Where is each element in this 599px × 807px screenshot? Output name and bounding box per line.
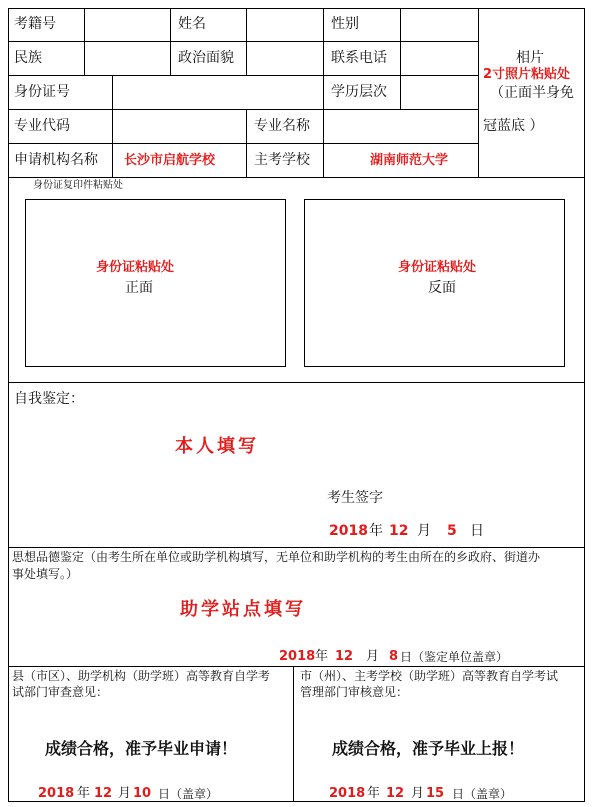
rule [478, 8, 479, 178]
rule [8, 143, 478, 144]
self-eval-day-unit: 日 [470, 523, 484, 539]
id-number-label: 身份证号 [14, 84, 70, 100]
applicant-institution-label: 申请机构名称 [14, 152, 98, 168]
rule [8, 666, 585, 667]
phone-label: 联系电话 [331, 50, 387, 66]
photo-requirement-2: 冠蓝底 ） [483, 118, 544, 134]
city-review-label: 市（州）、主考学校（助学班）高等教育自学考试 [300, 669, 559, 683]
id-front-paste-area [25, 199, 286, 367]
city-review-year-unit: 年 [367, 786, 381, 801]
self-eval-month: 12 [389, 523, 409, 539]
rule [323, 109, 324, 178]
political-label: 政治面貌 [178, 50, 234, 66]
self-evaluation-fill-note: 本人填写 [175, 436, 259, 457]
city-review-month: 12 [386, 786, 405, 801]
moral-evaluation-fill-note: 助学站点填写 [180, 599, 306, 620]
county-review-year-unit: 年 [77, 786, 91, 801]
city-review-day: 15 [426, 786, 445, 801]
rule [8, 177, 585, 178]
self-evaluation-label: 自我鉴定： [14, 391, 84, 407]
rule [8, 382, 585, 383]
city-review-year: 2018 [329, 786, 366, 801]
moral-eval-day: 8 [389, 649, 399, 664]
city-review-month-unit: 月 [411, 786, 425, 801]
id-front-label: 正面 [125, 280, 153, 296]
self-eval-year-unit: 年 [369, 523, 383, 539]
rule [246, 109, 247, 178]
name-label: 姓名 [178, 16, 206, 32]
county-review-day-unit: 日（盖章） [158, 787, 219, 801]
city-review-day-unit: 日（盖章） [452, 787, 513, 801]
moral-eval-month: 12 [335, 649, 354, 664]
rule [400, 8, 401, 110]
county-review-label: 县（市区）、助学机构（助学班）高等教育自学考 [12, 669, 271, 683]
id-copy-header: 身份证复印件粘贴处 [33, 180, 123, 191]
rule [8, 547, 585, 548]
gender-label: 性别 [331, 16, 359, 32]
moral-evaluation-label: 思想品德鉴定（由考生所在单位或助学机构填写，无单位和助学机构的考生由所在的乡政府、街道办 [12, 550, 541, 564]
applicant-institution-value: 长沙市启航学校 [124, 153, 216, 168]
photo-label: 相片 [516, 50, 544, 66]
moral-eval-year: 2018 [279, 649, 316, 664]
county-review-month: 12 [94, 786, 113, 801]
rule [323, 8, 324, 110]
rule [170, 8, 171, 76]
self-eval-month-unit: 月 [417, 523, 431, 539]
id-back-paste-note: 身份证粘贴处 [398, 260, 477, 275]
rule [84, 8, 85, 76]
county-review-opinion: 成绩合格，准予毕业申请！ [45, 739, 238, 758]
rule [8, 75, 478, 76]
rule [8, 41, 478, 42]
rule [8, 109, 478, 110]
county-review-day: 10 [133, 786, 152, 801]
main-school-label: 主考学校 [254, 152, 310, 168]
main-school-value: 湖南师范大学 [370, 153, 449, 168]
moral-eval-month-unit: 月 [366, 649, 380, 664]
moral-eval-day-unit: 日（鉴定单位盖章） [400, 650, 509, 664]
major-name-label: 专业名称 [254, 118, 310, 134]
county-review-label-cont: 试部门审查意见： [12, 685, 109, 699]
id-front-paste-note: 身份证粘贴处 [96, 260, 175, 275]
county-review-month-unit: 月 [118, 786, 132, 801]
ethnicity-label: 民族 [14, 50, 42, 66]
county-review-year: 2018 [38, 786, 75, 801]
rule [293, 666, 294, 802]
exam-no-label: 考籍号 [14, 16, 56, 32]
city-review-opinion: 成绩合格，准予毕业上报！ [332, 739, 525, 758]
rule [246, 8, 247, 76]
moral-evaluation-label-cont: 事处填写。） [12, 567, 79, 581]
self-eval-day: 5 [447, 523, 457, 539]
photo-size-note: 2寸照片粘贴处 [483, 67, 571, 82]
education-level-label: 学历层次 [331, 84, 387, 100]
candidate-signature-label: 考生签字 [327, 490, 383, 506]
photo-requirement-1: （正面半身免 [490, 85, 574, 101]
major-code-label: 专业代码 [14, 118, 70, 134]
moral-eval-year-unit: 年 [315, 649, 329, 664]
rule [112, 75, 113, 178]
id-back-label: 反面 [428, 280, 456, 296]
self-eval-year: 2018 [329, 523, 368, 539]
city-review-label-cont: 管理部门审核意见： [300, 685, 409, 699]
